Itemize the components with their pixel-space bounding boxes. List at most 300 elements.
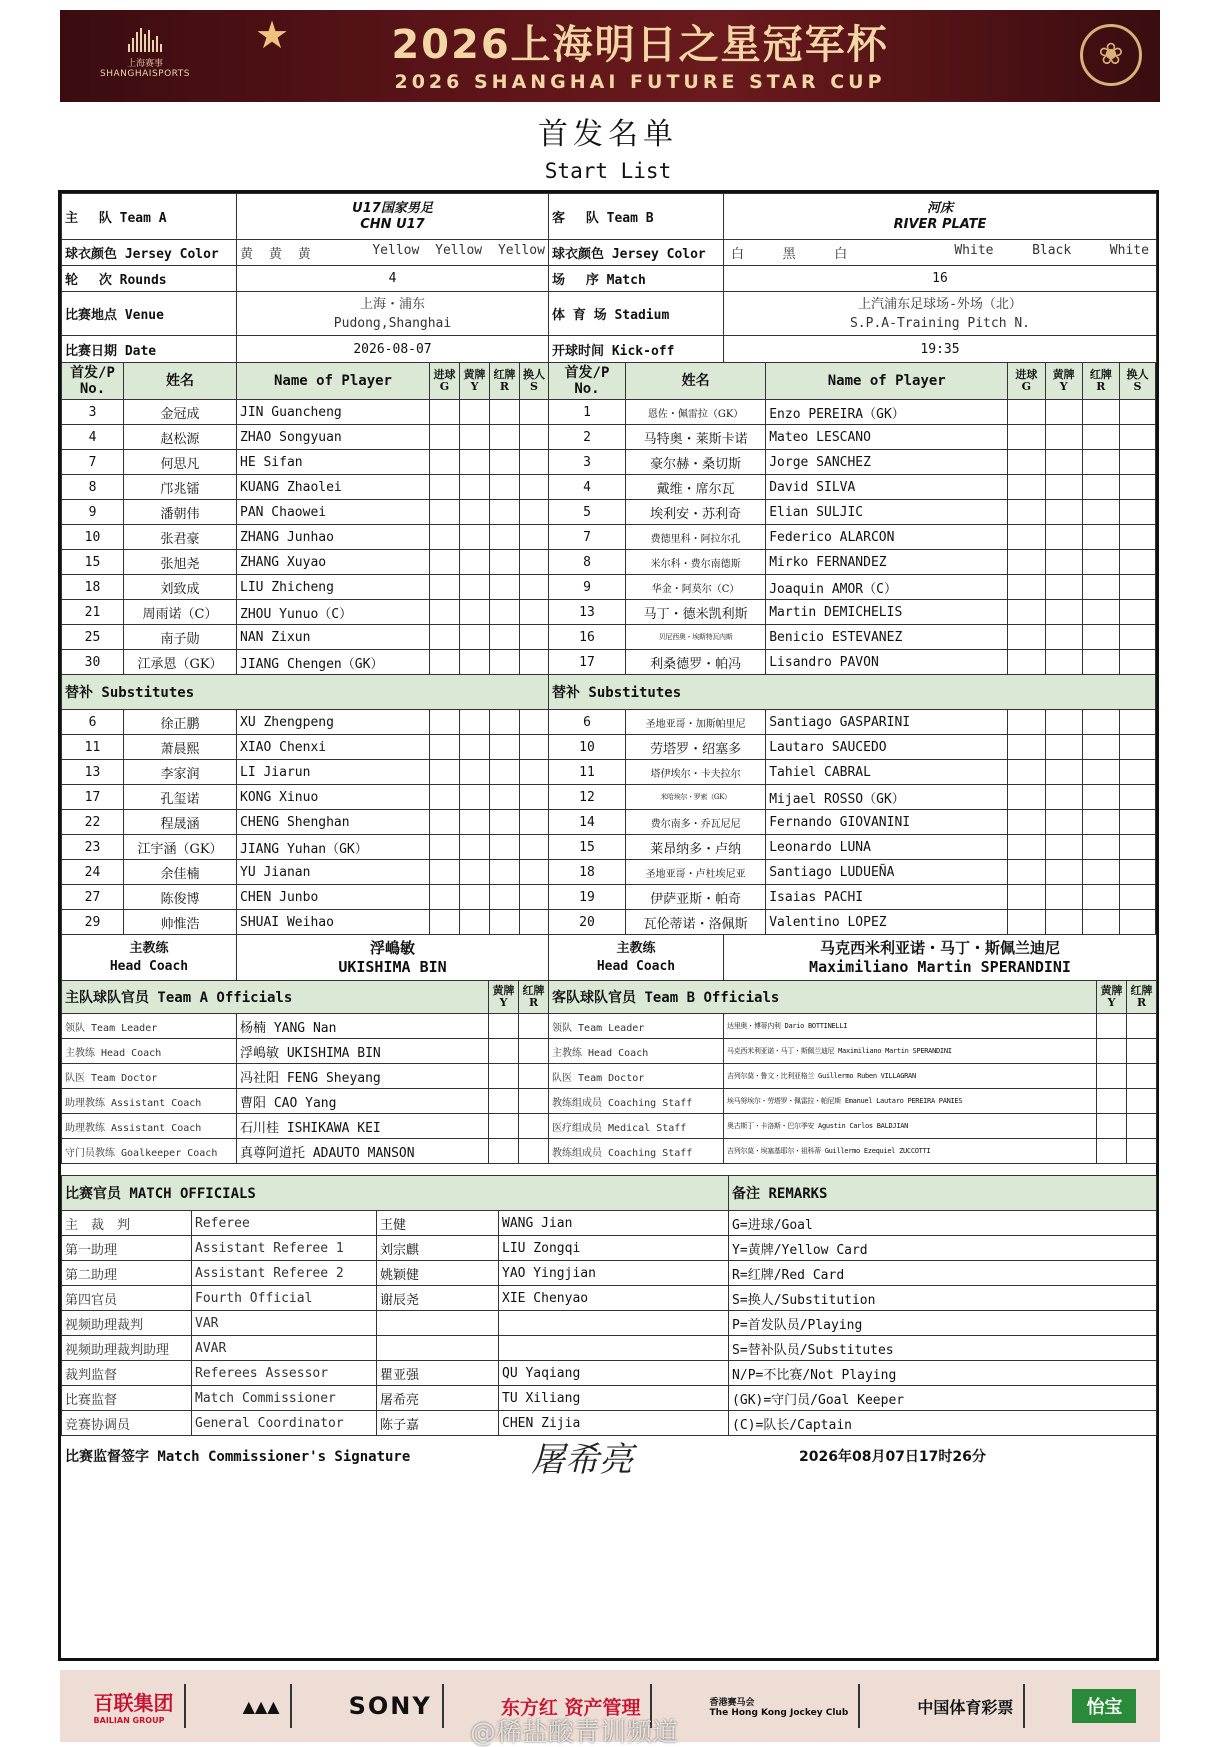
team-officials-table	[61, 980, 1157, 1164]
player-en-name: CHENG Shenghan	[237, 810, 430, 835]
red-cell	[1082, 760, 1119, 785]
player-en-name: Santiago GASPARINI	[766, 710, 1008, 735]
official-name: 杨楠 YANG Nan	[237, 1014, 489, 1039]
official-role-en: VAR	[192, 1311, 377, 1336]
home-lineup-table	[61, 362, 549, 935]
red-cell	[490, 525, 520, 550]
red-cell	[1127, 1064, 1157, 1089]
player-cn-name: 萧晨熙	[124, 735, 237, 760]
sub-cell	[520, 625, 549, 650]
yellow-cell	[1045, 710, 1082, 735]
player-row	[549, 600, 1156, 625]
red-cell	[1082, 400, 1119, 425]
red-cell	[1082, 835, 1119, 860]
dongfanghong-logo: 东方红 资产管理	[491, 1684, 653, 1728]
player-cn-name: 江宇涵（GK）	[124, 835, 237, 860]
goal-cell	[1008, 910, 1045, 935]
player-en-name: NAN Zixun	[237, 625, 430, 650]
yellow-cell	[460, 735, 490, 760]
sound-wave-icon	[90, 28, 200, 52]
red-cell	[490, 835, 520, 860]
cn-name-header: 姓名	[124, 363, 237, 400]
bailian-logo: 百联集团 BAILIAN GROUP	[84, 1684, 186, 1728]
player-cn-name: 徐正鹏	[124, 710, 237, 735]
player-number: 1	[549, 400, 626, 425]
red-cell	[1127, 1014, 1157, 1039]
yellow-cell	[460, 910, 490, 935]
player-cn-name: 陈俊博	[124, 885, 237, 910]
yellow-cell	[1045, 600, 1082, 625]
player-cn-name: 圣地亚哥・加斯帕里尼	[625, 710, 765, 735]
official-en-name: XIE Chenyao	[499, 1286, 729, 1311]
event-banner	[60, 10, 1160, 102]
adidas-logo	[233, 1684, 292, 1728]
player-row	[549, 650, 1156, 675]
player-row	[549, 835, 1156, 860]
official-role-cn: 第四官员	[62, 1286, 192, 1311]
official-role: 助理教练 Assistant Coach	[62, 1114, 237, 1139]
match-official-row	[62, 1361, 1157, 1386]
player-number: 14	[549, 810, 626, 835]
player-row	[62, 710, 549, 735]
sub-cell	[1119, 575, 1155, 600]
sub-cell	[1119, 785, 1155, 810]
official-name: 吉列尔莫・鲁文・比利亚格兰 Guillermo Ruben VILLAGRAN	[724, 1064, 1097, 1089]
goal-cell	[430, 425, 460, 450]
player-cn-name: 何思凡	[124, 450, 237, 475]
yellow-cell	[1045, 760, 1082, 785]
goal-cell	[1008, 710, 1045, 735]
official-row	[62, 1089, 1157, 1114]
yellow-header: 黄牌 Y	[1045, 363, 1082, 400]
red-cell	[490, 650, 520, 675]
red-cell	[519, 1139, 549, 1164]
match-officials-table	[61, 1175, 1157, 1436]
yellow-cell	[460, 885, 490, 910]
player-cn-name: 费尔南多・乔瓦尼尼	[625, 810, 765, 835]
sub-cell	[1119, 425, 1155, 450]
yellow-header: 黄牌 Y	[489, 981, 519, 1014]
yellow-cell	[460, 425, 490, 450]
red-header: 红牌 R	[1127, 981, 1157, 1014]
player-cn-name: 利桑德罗・帕冯	[625, 650, 765, 675]
match-value: 16	[724, 266, 1157, 292]
officials-header	[62, 981, 1157, 1014]
player-row	[549, 475, 1156, 500]
official-name: 浮嶋敏 UKISHIMA BIN	[237, 1039, 489, 1064]
official-row	[62, 1114, 1157, 1139]
goal-cell	[1008, 735, 1045, 760]
official-role-en: AVAR	[192, 1336, 377, 1361]
sub-cell	[520, 810, 549, 835]
player-number: 4	[62, 425, 124, 450]
sub-cell	[1119, 860, 1155, 885]
lineup-header	[62, 363, 549, 400]
official-cn-name: 瞿亚强	[377, 1361, 499, 1386]
player-en-name: KONG Xinuo	[237, 785, 430, 810]
player-row	[549, 760, 1156, 785]
goal-cell	[430, 760, 460, 785]
rounds-label: 轮 次 Rounds	[62, 266, 237, 292]
remark-item: (GK)=守门员/Goal Keeper	[729, 1386, 1157, 1411]
sub-cell	[1119, 475, 1155, 500]
player-en-name: PAN Chaowei	[237, 500, 430, 525]
player-number: 12	[549, 785, 626, 810]
player-row	[549, 500, 1156, 525]
player-number: 9	[549, 575, 626, 600]
away-coach-name: 马克西米利亚诺・马丁・斯佩兰迪尼 Maximiliano Martin SPERANDINI	[724, 935, 1157, 981]
red-header: 红牌 R	[519, 981, 549, 1014]
goal-cell	[1008, 835, 1045, 860]
match-official-row	[62, 1336, 1157, 1361]
sub-cell	[520, 650, 549, 675]
sony-logo: SONY	[339, 1684, 444, 1728]
goal-cell	[430, 550, 460, 575]
player-number: 16	[549, 625, 626, 650]
yellow-cell	[1097, 1039, 1127, 1064]
doc-title: 首发名单	[538, 117, 678, 152]
player-row	[62, 910, 549, 935]
jersey-label-b: 球衣颜色 Jersey Color	[549, 240, 724, 266]
yellow-cell	[489, 1139, 519, 1164]
player-number: 18	[549, 860, 626, 885]
official-role-cn: 视频助理裁判助理	[62, 1336, 192, 1361]
goal-cell	[430, 910, 460, 935]
red-cell	[490, 400, 520, 425]
yellow-cell	[1045, 650, 1082, 675]
player-number: 6	[549, 710, 626, 735]
yellow-header: 黄牌 Y	[460, 363, 490, 400]
player-row	[62, 835, 549, 860]
official-name: 冯社阳 FENG Sheyang	[237, 1064, 489, 1089]
goal-cell	[430, 400, 460, 425]
goal-cell	[430, 810, 460, 835]
yellow-cell	[1045, 475, 1082, 500]
player-row	[549, 810, 1156, 835]
substitutes-header	[549, 675, 1156, 710]
player-cn-name: 莱昂纳多・卢纳	[625, 835, 765, 860]
goal-cell	[430, 500, 460, 525]
red-cell	[519, 1114, 549, 1139]
yellow-cell	[1045, 625, 1082, 650]
sub-cell	[1119, 450, 1155, 475]
yellow-cell	[460, 525, 490, 550]
goal-header: 进球 G	[1008, 363, 1045, 400]
start-list-sheet	[58, 190, 1159, 1661]
official-role-en: General Coordinator	[192, 1411, 377, 1436]
player-cn-name: 贝尼西奥・埃斯特瓦内斯	[625, 625, 765, 650]
goal-cell	[1008, 810, 1045, 835]
match-official-row	[62, 1286, 1157, 1311]
official-role: 队医 Team Doctor	[549, 1064, 724, 1089]
goal-cell	[1008, 760, 1045, 785]
player-number: 23	[62, 835, 124, 860]
kickoff-value: 19:35	[724, 336, 1157, 363]
player-en-name: JIANG Chengen（GK）	[237, 650, 430, 675]
sub-cell	[520, 710, 549, 735]
player-cn-name: 劳塔罗・绍塞多	[625, 735, 765, 760]
goal-cell	[430, 625, 460, 650]
player-en-name: Mateo LESCANO	[766, 425, 1008, 450]
sports-lottery-logo: 中国体育彩票	[907, 1684, 1025, 1728]
player-cn-name: 张旭尧	[124, 550, 237, 575]
official-cn-name: 谢辰尧	[377, 1286, 499, 1311]
player-number: 13	[62, 760, 124, 785]
red-cell	[1082, 500, 1119, 525]
away-team-label: 客 队 Team B	[549, 194, 724, 240]
player-number: 6	[62, 710, 124, 735]
player-cn-name: 米哈埃尔・罗索（GK）	[625, 785, 765, 810]
official-en-name: CHEN Zijia	[499, 1411, 729, 1436]
official-cn-name: 姚颖健	[377, 1261, 499, 1286]
red-cell	[490, 710, 520, 735]
match-official-row	[62, 1211, 1157, 1236]
sub-cell	[520, 425, 549, 450]
remark-item: S=替补队员/Substitutes	[729, 1336, 1157, 1361]
player-en-name: Lautaro SAUCEDO	[766, 735, 1008, 760]
official-role-en: Referee	[192, 1211, 377, 1236]
goal-cell	[430, 710, 460, 735]
sub-cell	[1119, 735, 1155, 760]
goal-cell	[430, 735, 460, 760]
player-en-name: Isaias PACHI	[766, 885, 1008, 910]
goal-cell	[430, 860, 460, 885]
official-en-name	[499, 1336, 729, 1361]
player-cn-name: 圣地亚哥・卢杜埃尼亚	[625, 860, 765, 885]
shanghai-sports-logo	[90, 28, 200, 79]
yellow-cell	[460, 785, 490, 810]
player-number: 21	[62, 600, 124, 625]
sub-cell	[520, 860, 549, 885]
player-row	[549, 785, 1156, 810]
red-header: 红牌 R	[1082, 363, 1119, 400]
yellow-cell	[1045, 575, 1082, 600]
player-row	[549, 575, 1156, 600]
lineup-header	[549, 363, 1156, 400]
red-cell	[1082, 810, 1119, 835]
sub-cell	[1119, 625, 1155, 650]
goal-cell	[430, 835, 460, 860]
player-en-name: ZHANG Junhao	[237, 525, 430, 550]
sub-cell	[1119, 600, 1155, 625]
official-cn-name: 刘宗麒	[377, 1236, 499, 1261]
stadium-label: 体 育 场 Stadium	[549, 292, 724, 336]
official-en-name: WANG Jian	[499, 1211, 729, 1236]
logo-text-cn: 上海赛事	[126, 59, 163, 69]
player-en-name: CHEN Junbo	[237, 885, 430, 910]
remark-item: (C)=队长/Captain	[729, 1411, 1157, 1436]
official-role: 队医 Team Doctor	[62, 1064, 237, 1089]
red-cell	[490, 575, 520, 600]
goal-cell	[430, 525, 460, 550]
player-row	[62, 810, 549, 835]
adidas-stripes-icon: ▲▲▲	[242, 1696, 280, 1716]
player-en-name: Federico ALARCON	[766, 525, 1008, 550]
player-cn-name: 余佳楠	[124, 860, 237, 885]
match-label: 场 序 Match	[549, 266, 724, 292]
player-number: 3	[549, 450, 626, 475]
official-name: 马克西米利亚诺・马丁・斯佩兰迪尼 Maximiliano Martin SPERANDINI	[724, 1039, 1097, 1064]
red-cell	[490, 425, 520, 450]
match-official-row	[62, 1386, 1157, 1411]
player-number: 22	[62, 810, 124, 835]
official-name: 曹阳 CAO Yang	[237, 1089, 489, 1114]
home-officials-label: 主队球队官员 Team A Officials	[62, 981, 489, 1014]
en-name-header: Name of Player	[237, 363, 430, 400]
yellow-cell	[489, 1114, 519, 1139]
venue-value: 上海・浦东 Pudong,Shanghai	[237, 292, 549, 336]
match-official-row	[62, 1261, 1157, 1286]
yellow-cell	[489, 1039, 519, 1064]
banner-title-en: 2026 SHANGHAI FUTURE STAR CUP	[394, 71, 886, 93]
official-role-en: Assistant Referee 1	[192, 1236, 377, 1261]
player-cn-name: 南子勋	[124, 625, 237, 650]
home-jersey: 黄 黄 黄 Yellow Yellow Yellow	[237, 240, 549, 266]
player-cn-name: 张君豪	[124, 525, 237, 550]
yellow-cell	[460, 810, 490, 835]
sub-cell	[1119, 650, 1155, 675]
goal-cell	[1008, 400, 1045, 425]
match-official-row	[62, 1311, 1157, 1336]
rounds-value: 4	[237, 266, 549, 292]
signature-time: 2026年08月07日17时26分	[799, 1449, 986, 1465]
official-name: 达里奥・博蒂内利 Dario BOTTINELLI	[724, 1014, 1097, 1039]
yellow-cell	[1045, 735, 1082, 760]
player-row	[549, 550, 1156, 575]
official-role: 领队 Team Leader	[549, 1014, 724, 1039]
red-cell	[1082, 475, 1119, 500]
goal-cell	[1008, 525, 1045, 550]
player-cn-name: 戴维・席尔瓦	[625, 475, 765, 500]
goal-cell	[430, 575, 460, 600]
player-row	[62, 885, 549, 910]
yellow-cell	[1045, 500, 1082, 525]
yellow-cell	[1045, 810, 1082, 835]
player-number: 7	[549, 525, 626, 550]
yellow-cell	[1097, 1089, 1127, 1114]
red-cell	[490, 550, 520, 575]
official-row	[62, 1014, 1157, 1039]
player-en-name: SHUAI Weihao	[237, 910, 430, 935]
red-cell	[490, 600, 520, 625]
goal-cell	[1008, 450, 1045, 475]
away-lineup-table	[548, 362, 1156, 935]
venue-label: 比赛地点 Venue	[62, 292, 237, 336]
player-number: 27	[62, 885, 124, 910]
yellow-cell	[460, 450, 490, 475]
sub-cell	[520, 735, 549, 760]
yellow-cell	[489, 1089, 519, 1114]
goal-cell	[1008, 575, 1045, 600]
player-en-name: Jorge SANCHEZ	[766, 450, 1008, 475]
player-en-name: JIANG Yuhan（GK）	[237, 835, 430, 860]
hkjc-logo: 香港赛马会 The Hong Kong Jockey Club	[700, 1684, 861, 1728]
player-row	[62, 400, 549, 425]
match-officials-header	[62, 1176, 1157, 1211]
player-row	[62, 450, 549, 475]
sub-cell	[520, 450, 549, 475]
official-role-en: Fourth Official	[192, 1286, 377, 1311]
player-number: 24	[62, 860, 124, 885]
goal-cell	[430, 785, 460, 810]
player-en-name: XU Zhengpeng	[237, 710, 430, 735]
en-name-header: Name of Player	[766, 363, 1008, 400]
home-coach-name: 浮嶋敏 UKISHIMA BIN	[237, 935, 549, 981]
player-cn-name: 江承恩（GK）	[124, 650, 237, 675]
player-number: 19	[549, 885, 626, 910]
remark-item: S=换人/Substitution	[729, 1286, 1157, 1311]
official-role-en: Match Commissioner	[192, 1386, 377, 1411]
red-cell	[1082, 525, 1119, 550]
red-cell	[1082, 735, 1119, 760]
away-team-name: 河床 RIVER PLATE	[724, 194, 1157, 240]
player-cn-name: 米尔科・费尔南德斯	[625, 550, 765, 575]
player-en-name: Martin DEMICHELIS	[766, 600, 1008, 625]
signature-row	[61, 1422, 1156, 1490]
yellow-header: 黄牌 Y	[1097, 981, 1127, 1014]
player-number: 8	[62, 475, 124, 500]
player-cn-name: 程晟涵	[124, 810, 237, 835]
cup-emblem-icon: ❀	[1080, 24, 1142, 86]
goal-cell	[1008, 600, 1045, 625]
remark-item: G=进球/Goal	[729, 1211, 1157, 1236]
player-row	[62, 550, 549, 575]
red-cell	[1082, 625, 1119, 650]
player-number: 11	[62, 735, 124, 760]
red-cell	[490, 625, 520, 650]
official-cn-name	[377, 1336, 499, 1361]
player-number: 4	[549, 475, 626, 500]
player-cn-name: 伊萨亚斯・帕奇	[625, 885, 765, 910]
player-number: 18	[62, 575, 124, 600]
red-cell	[1082, 910, 1119, 935]
player-number: 30	[62, 650, 124, 675]
player-row	[549, 400, 1156, 425]
goal-cell	[1008, 625, 1045, 650]
head-coach-table	[61, 934, 1157, 981]
sub-cell	[1119, 710, 1155, 735]
official-role: 主教练 Head Coach	[549, 1039, 724, 1064]
official-role-cn: 第一助理	[62, 1236, 192, 1261]
official-row	[62, 1064, 1157, 1089]
official-name: 真尊阿道托 ADAUTO MANSON	[237, 1139, 489, 1164]
official-role-cn: 竞赛协调员	[62, 1411, 192, 1436]
player-cn-name: 金冠成	[124, 400, 237, 425]
player-en-name: LIU Zhicheng	[237, 575, 430, 600]
player-en-name: Lisandro PAVON	[766, 650, 1008, 675]
red-cell	[1082, 710, 1119, 735]
red-cell	[1127, 1139, 1157, 1164]
player-en-name: Enzo PEREIRA（GK）	[766, 400, 1008, 425]
player-en-name: YU Jianan	[237, 860, 430, 885]
player-number: 3	[62, 400, 124, 425]
player-row	[62, 735, 549, 760]
watermark: @稀盐酸青训频道	[470, 1718, 679, 1747]
official-en-name: LIU Zongqi	[499, 1236, 729, 1261]
player-cn-name: 塔伊埃尔・卡夫拉尔	[625, 760, 765, 785]
yellow-cell	[460, 600, 490, 625]
sub-cell	[520, 760, 549, 785]
yellow-cell	[460, 760, 490, 785]
red-cell	[490, 475, 520, 500]
player-en-name: Mirko FERNANDEZ	[766, 550, 1008, 575]
player-number: 11	[549, 760, 626, 785]
yellow-cell	[460, 475, 490, 500]
red-cell	[1082, 575, 1119, 600]
goal-cell	[1008, 650, 1045, 675]
player-cn-name: 帅惟浩	[124, 910, 237, 935]
red-cell	[1082, 425, 1119, 450]
